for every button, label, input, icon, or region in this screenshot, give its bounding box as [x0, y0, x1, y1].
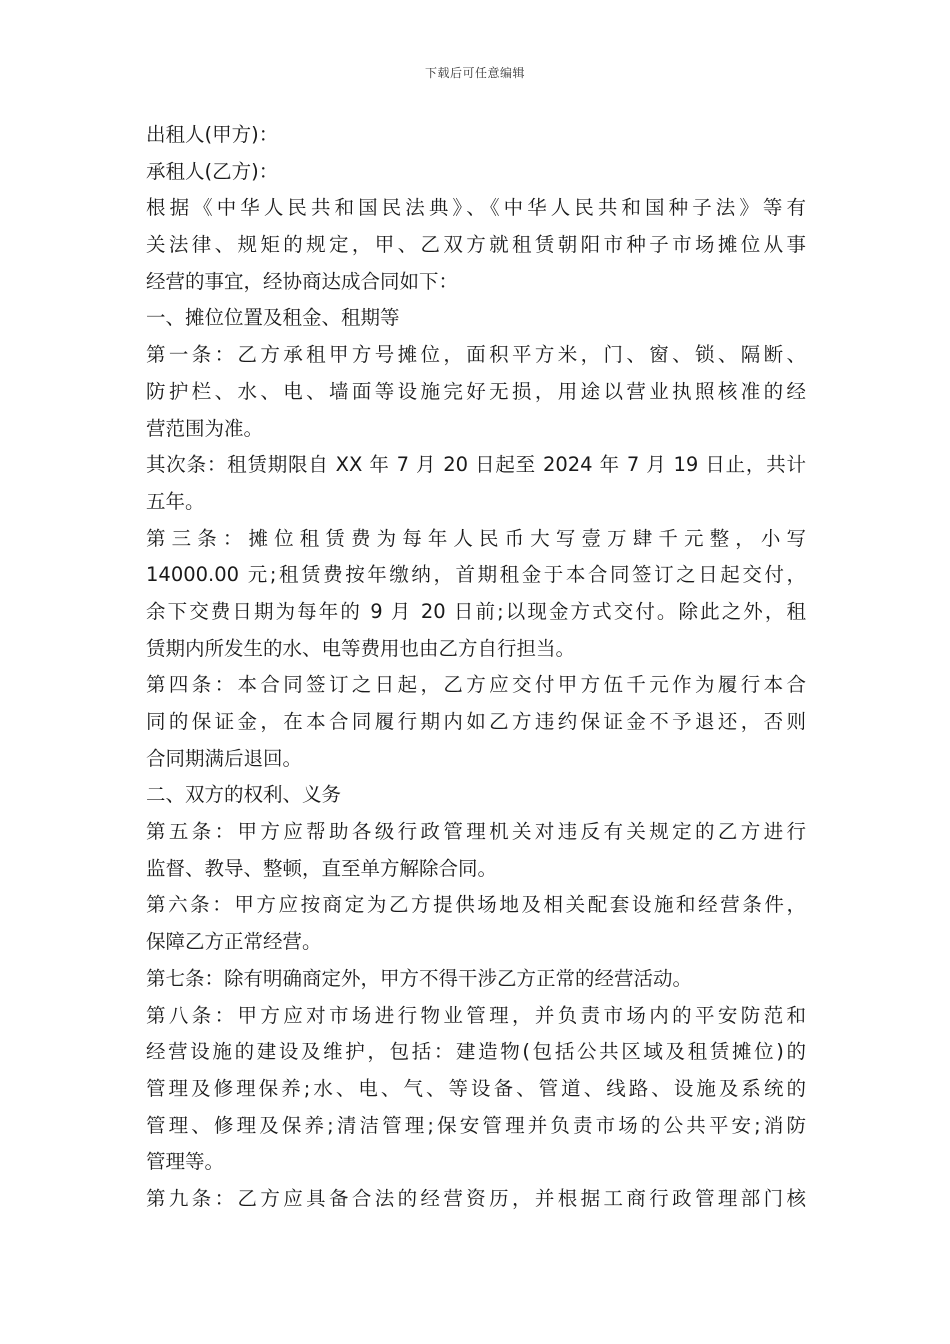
text-line: 14000.00 元;租赁费按年缴纳，首期租金于本合同签订之日起交付，	[146, 563, 806, 587]
text-line: 赁期内所发生的水、电等费用也由乙方自行担当。	[146, 636, 576, 660]
text-line: 第七条：除有明确商定外，甲方不得干涉乙方正常的经营活动。	[146, 966, 693, 990]
text-line: 同的保证金，在本合同履行期内如乙方违约保证金不予退还，否则	[146, 710, 806, 733]
text-line: 防护栏、水、电、墙面等设施完好无损，用途以营业执照核准的经	[146, 379, 806, 403]
text-line: 第八条：甲方应对市场进行物业管理，并负责市场内的平安防范和	[146, 1003, 806, 1027]
text-line: 合同期满后退回。	[146, 746, 303, 770]
text-line: 第五条：甲方应帮助各级行政管理机关对违反有关规定的乙方进行	[146, 820, 806, 844]
text-line: 承租人(乙方)：	[146, 159, 279, 183]
text-line: 经营的事宜，经协商达成合同如下：	[146, 269, 459, 293]
text-line: 管理及修理保养;水、电、气、等设备、管道、线路、设施及系统的	[146, 1076, 806, 1100]
page-header: 下载后可任意编辑	[424, 66, 525, 80]
text-line: 营范围为准。	[146, 416, 264, 440]
text-line: 管理、修理及保养;清洁管理;保安管理并负责市场的公共平安;消防	[146, 1113, 806, 1137]
text-line: 根据《中华人民共和国民法典》、《中华人民共和国种子法》等有	[146, 196, 806, 220]
text-line: 余下交费日期为每年的 9 月 20 日前;以现金方式交付。除此之外，租	[146, 599, 806, 623]
text-line: 出租人(甲方)：	[146, 123, 279, 146]
text-line: 其次条：租赁期限自 XX 年 7 月 20 日起至 2024 年 7 月 19 日止，共计	[146, 453, 806, 477]
text-line: 保障乙方正常经营。	[146, 930, 322, 954]
text-line: 第一条：乙方承租甲方号摊位，面积平方米，门、窗、锁、隔断、	[146, 343, 806, 367]
document-body	[146, 117, 806, 1218]
text-line: 第四条：本合同签订之日起，乙方应交付甲方伍千元作为履行本合	[146, 673, 806, 697]
text-line: 五年。	[146, 489, 205, 513]
text-line: 关法律、规矩的规定，甲、乙双方就租赁朝阳市种子市场摊位从事	[146, 233, 806, 257]
text-line: 管理等。	[146, 1150, 225, 1174]
text-line: 第九条：乙方应具备合法的经营资历，并根据工商行政管理部门核	[146, 1186, 806, 1210]
text-line: 第三条：摊位租赁费为每年人民币大写壹万肆千元整，小写	[146, 526, 806, 550]
text-line: 经营设施的建设及维护，包括：建造物(包括公共区域及租赁摊位)的	[146, 1040, 806, 1064]
section-heading: 一、摊位位置及租金、租期等	[146, 306, 400, 330]
text-line: 监督、教导、整顿，直至单方解除合同。	[146, 856, 498, 880]
section-heading: 二、双方的权利、义务	[146, 783, 342, 807]
text-line: 第六条：甲方应按商定为乙方提供场地及相关配套设施和经营条件，	[146, 893, 806, 917]
